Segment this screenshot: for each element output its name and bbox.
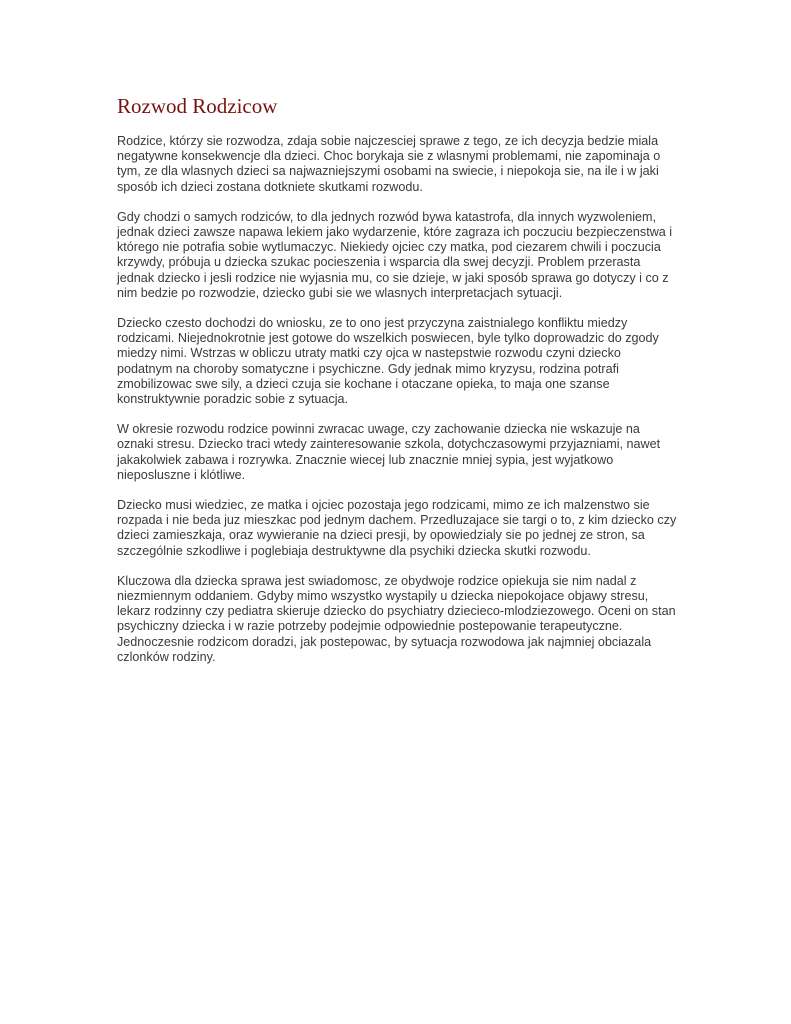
document-title: Rozwod Rodzicow	[117, 94, 278, 118]
paragraph: Rodzice, którzy sie rozwodza, zdaja sobie najczesciej sprawe z tego, ze ich decyzja bedzie miala negatywne konsekwencje dla dzieci. Choc borykaja sie z wlasnymi problemami, nie zapominaja o tym, ze dla wlasnych dzieci sa najwazniejszymi osobami na swiecie, i niepokoja sie, na ile i w jaki sposób ich dzieci zostana dotkniete skutkami rozwodu.	[117, 134, 661, 194]
paragraph: Dziecko czesto dochodzi do wniosku, ze to ono jest przyczyna zaistnialego konfliktu miedzy rodzicami. Niejednokrotnie jest gotowe do wszelkich poswiecen, byle tylko doprowadzic do zgody miedzy nimi. Wstrzas w obliczu utraty matki czy ojca w nastepstwie rozwodu czyni dziecko podatnym na choroby somatyczne i psychiczne. Gdy jednak mimo kryzysu, rodzina potrafi zmobilizowac swe sily, a dzieci czuja sie kochane i otaczane opieka, to maja one szanse konstruktywnie poradzic sobie z sytuacja.	[117, 316, 659, 407]
paragraph: Kluczowa dla dziecka sprawa jest swiadomosc, ze obydwoje rodzice opiekuja sie nim nadal z niezmiennym oddaniem. Gdyby mimo wszystko wystapily u dziecka niepokojace objawy stresu, lekarz rodzinny czy pediatra skieruje dziecko do psychiatry dziecieco-mlodziezowego. Oceni on stan psychiczny dziecka i w razie potrzeby podejmie odpowiednie postepowanie terapeutyczne. Jednoczesnie rodzicom doradzi, jak postepowac, by sytuacja rozwodowa jak najmniej obciazala czlonków rodziny.	[117, 573, 676, 664]
paragraph: W okresie rozwodu rodzice powinni zwracac uwage, czy zachowanie dziecka nie wskazuje na oznaki stresu. Dziecko traci wtedy zainteresowanie szkola, dotychczasowymi przyjazniami, nawet jakakolwiek zabawa i rozrywka. Znacznie wiecej lub znacznie mniej sypia, jest wyjatkowo nieposluszne i klótliwe.	[117, 422, 661, 482]
document-content	[117, 92, 679, 680]
paragraph: Gdy chodzi o samych rodziców, to dla jednych rozwód bywa katastrofa, dla innych wyzwoleniem, jednak dzieci zawsze napawa lekiem jako wydarzenie, które zagraza ich poczuciu bezpieczenstwa i którego nie potrafia sobie wytlumaczyc. Niekiedy ojciec czy matka, pod ciezarem chwili i poczucia krzywdy, próbuja u dziecka szukac pocieszenia i wsparcia dla swej decyzji. Problem przerasta jednak dziecko i jesli rodzice nie wyjasnia mu, co sie dzieje, w jaki sposób sprawa go dotyczy i co z nim bedzie po rozwodzie, dziecko gubi sie we wlasnych interpretacjach sytuacji.	[117, 209, 673, 300]
paragraph: Dziecko musi wiedziec, ze matka i ojciec pozostaja jego rodzicami, mimo ze ich malzenstwo sie rozpada i nie beda juz mieszkac pod jednym dachem. Przedluzajace sie targi o to, z kim dziecko czy dzieci zamieszkaja, oraz wywieranie na dzieci presji, by opowiedzialy sie po jednej ze stron, sa szczególnie szkodliwe i poglebiaja destruktywne dla psychiki dziecka skutki rozwodu.	[117, 498, 677, 558]
